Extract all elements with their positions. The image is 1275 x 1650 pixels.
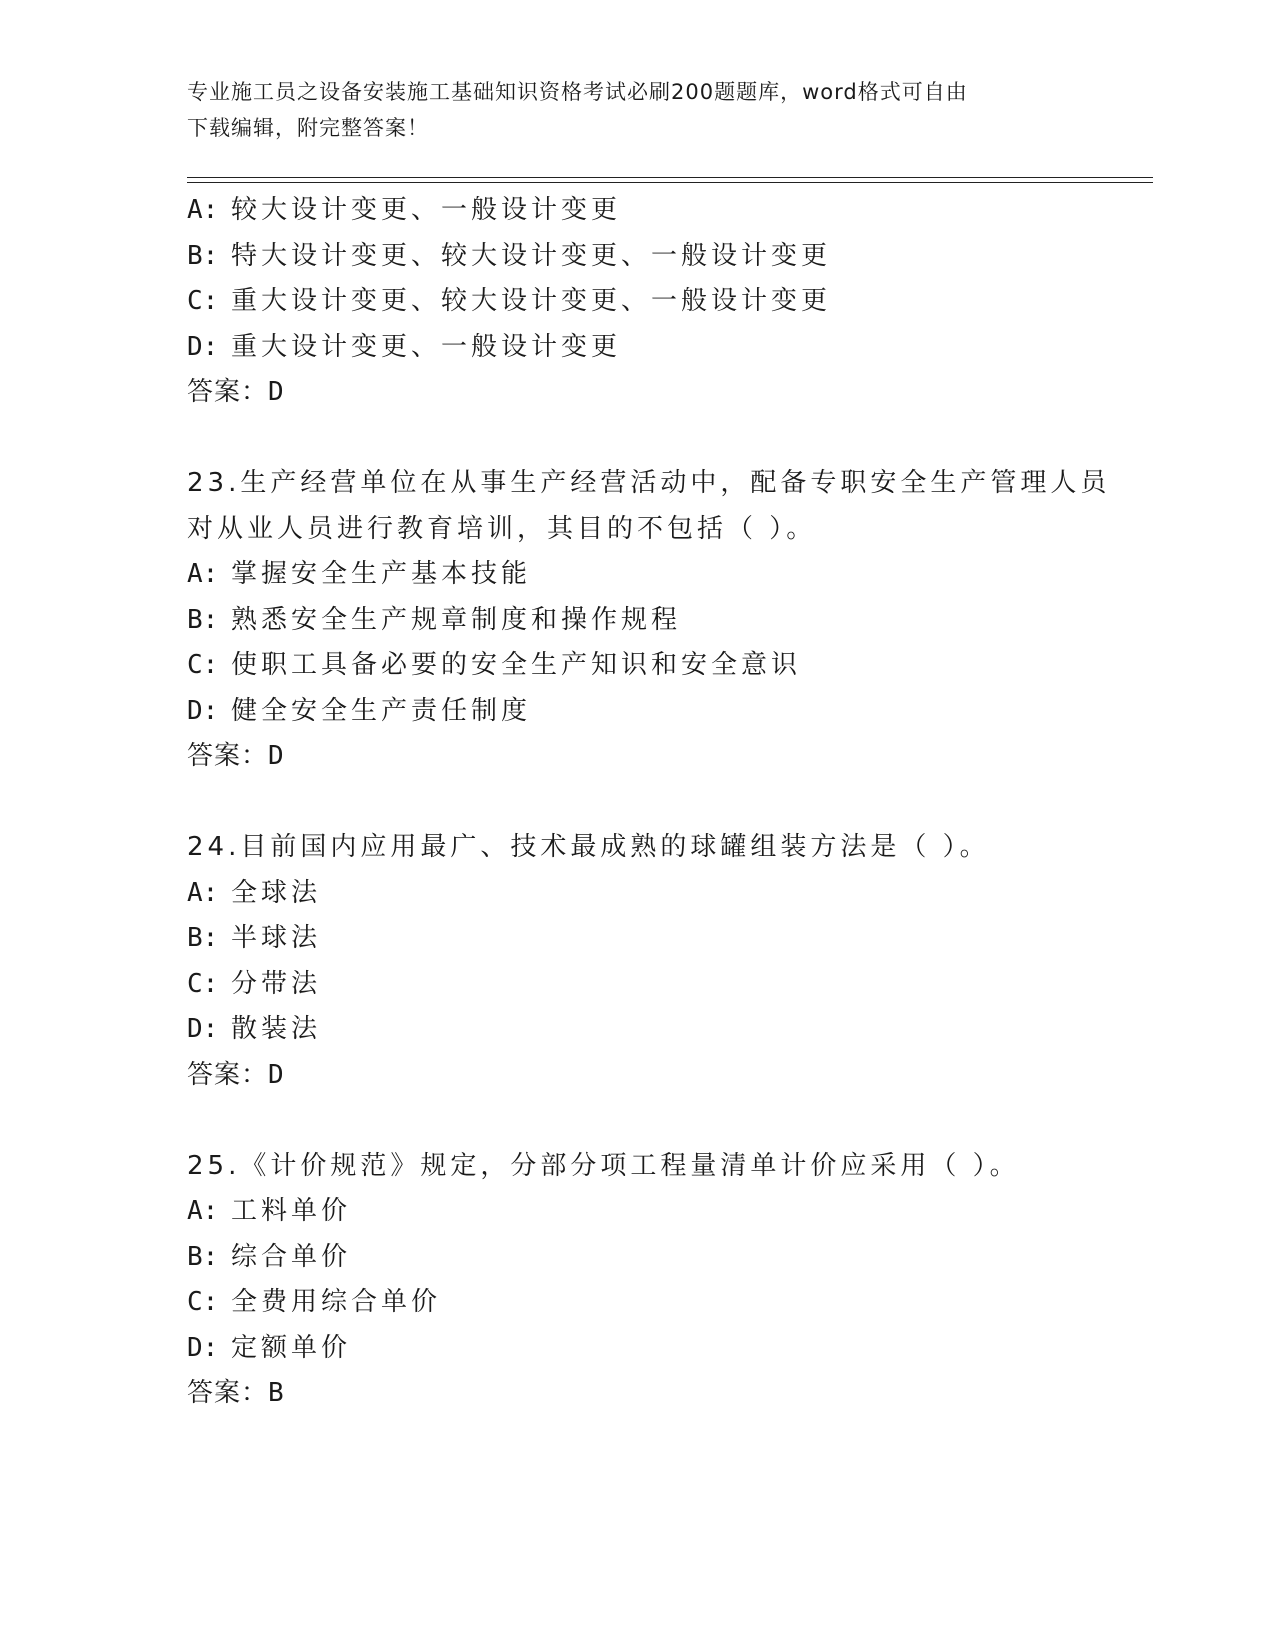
answer-value: D	[268, 1059, 284, 1090]
answer-line	[187, 1053, 1107, 1099]
option-a	[187, 1189, 1107, 1235]
answer-label: 答案：	[187, 1059, 269, 1090]
option-text: 综合单价	[231, 1241, 352, 1272]
answer-value: B	[268, 1378, 284, 1408]
option-d	[187, 325, 1107, 371]
question-stem: 23.生产经营单位在从事生产经营活动中，配备专职安全生产管理人员	[187, 468, 1111, 498]
question-stem-continued: 对从业人员进行教育培训，其目的不包括（ ）。	[187, 513, 817, 544]
option-c	[187, 1280, 1107, 1326]
option-text: 定额单价	[231, 1332, 352, 1363]
document-header	[187, 74, 1087, 146]
option-letter: C:	[187, 968, 219, 999]
question-24	[187, 825, 1107, 1098]
option-a	[187, 552, 1107, 598]
option-text: 散装法	[231, 1014, 322, 1044]
option-b	[187, 598, 1107, 644]
answer-value: D	[268, 741, 284, 771]
option-letter: A:	[187, 877, 219, 908]
option-a	[187, 871, 1107, 917]
answer-label: 答案：	[187, 377, 269, 407]
option-text: 半球法	[231, 923, 322, 953]
option-letter: A:	[187, 559, 219, 589]
answer-line	[187, 734, 1107, 780]
answer-label: 答案：	[187, 1378, 269, 1408]
option-letter: D:	[187, 1332, 219, 1363]
header-divider-bottom	[187, 182, 1153, 183]
option-d	[187, 689, 1107, 735]
option-text: 健全安全生产责任制度	[231, 695, 532, 726]
option-letter: D:	[187, 331, 219, 362]
option-letter: D:	[187, 695, 219, 726]
document-body	[187, 188, 1111, 1417]
option-text: 掌握安全生产基本技能	[231, 559, 532, 589]
answer-line	[187, 1371, 1107, 1417]
option-letter: D:	[187, 1014, 219, 1044]
option-text: 重大设计变更、较大设计变更、一般设计变更	[231, 286, 832, 316]
question-23	[187, 461, 1111, 780]
question-22-continued	[187, 188, 1107, 416]
answer-value: D	[268, 377, 284, 407]
option-b	[187, 234, 1107, 280]
question-stem: 24.目前国内应用最广、技术最成熟的球罐组装方法是（ ）。	[187, 832, 990, 862]
option-text: 分带法	[231, 968, 322, 999]
option-text: 全费用综合单价	[231, 1287, 442, 1317]
option-c	[187, 643, 1107, 689]
answer-label: 答案：	[187, 741, 269, 771]
option-b	[187, 916, 1107, 962]
header-divider-top	[187, 177, 1153, 178]
option-a	[187, 188, 1107, 234]
option-letter: C:	[187, 1287, 219, 1317]
question-25	[187, 1144, 1107, 1417]
option-text: 较大设计变更、一般设计变更	[231, 195, 622, 225]
option-text: 重大设计变更、一般设计变更	[231, 331, 622, 362]
header-line-2: 下载编辑，附完整答案！	[187, 116, 429, 140]
option-c	[187, 279, 1107, 325]
option-c	[187, 962, 1107, 1008]
option-text: 熟悉安全生产规章制度和操作规程	[231, 604, 682, 635]
option-letter: A:	[187, 1196, 219, 1226]
option-letter: C:	[187, 650, 219, 680]
option-b	[187, 1235, 1107, 1281]
option-d	[187, 1326, 1107, 1372]
header-line-1: 专业施工员之设备安装施工基础知识资格考试必刷200题题库，word格式可自由	[187, 80, 968, 104]
option-letter: B:	[187, 1241, 219, 1272]
option-letter: B:	[187, 240, 219, 271]
option-letter: A:	[187, 195, 219, 225]
option-text: 特大设计变更、较大设计变更、一般设计变更	[231, 240, 832, 271]
option-letter: B:	[187, 604, 219, 635]
answer-line	[187, 370, 1107, 416]
option-text: 工料单价	[231, 1196, 352, 1226]
option-text: 全球法	[231, 877, 322, 908]
option-letter: C:	[187, 286, 219, 316]
option-text: 使职工具备必要的安全生产知识和安全意识	[231, 650, 802, 680]
option-letter: B:	[187, 923, 219, 953]
question-stem: 25.《计价规范》规定，分部分项工程量清单计价应采用（ ）。	[187, 1150, 1020, 1181]
option-d	[187, 1007, 1107, 1053]
